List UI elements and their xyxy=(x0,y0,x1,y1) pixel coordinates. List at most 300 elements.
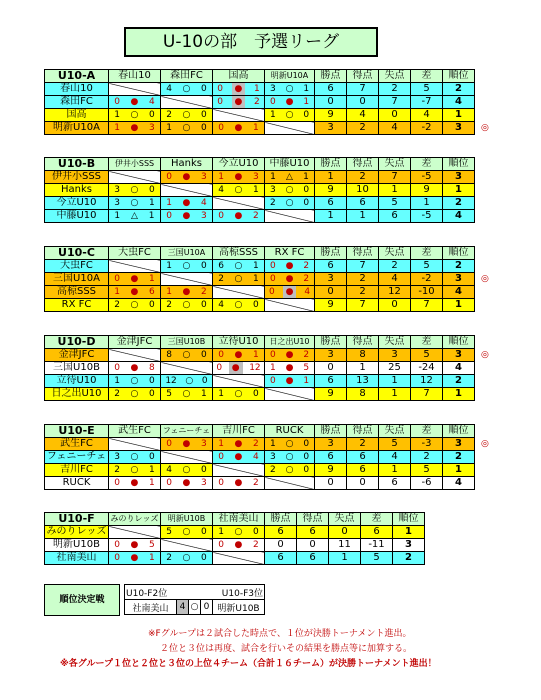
diagonal-cell xyxy=(109,260,161,273)
match-score-cell xyxy=(265,184,315,197)
score-for: 1 xyxy=(114,211,121,221)
result-mark: ○ xyxy=(185,376,194,386)
table-row xyxy=(45,260,475,273)
column-team-header: RUCK xyxy=(265,425,315,438)
team-name: 森田FC xyxy=(45,96,109,109)
team-name: 吉川FC xyxy=(45,464,109,477)
rank-value: 3 xyxy=(443,122,475,135)
deciding-left-team: 社南美山 xyxy=(125,600,177,615)
score-against: 0 xyxy=(252,389,259,399)
diagonal-cell xyxy=(213,286,265,299)
deciding-score-left: 4 xyxy=(177,600,189,615)
stat-value: 0 xyxy=(379,109,411,122)
stat-value: 6 xyxy=(361,526,393,539)
result-mark: ○ xyxy=(182,465,191,475)
diagonal-cell xyxy=(265,122,315,135)
stat-value: 8 xyxy=(347,388,379,401)
score-against: 1 xyxy=(252,185,259,195)
score-for: 2 xyxy=(166,553,172,563)
match-score-cell xyxy=(213,171,265,184)
rank-value: 2 xyxy=(443,197,475,210)
score-against: 3 xyxy=(200,211,207,221)
match-score-cell xyxy=(109,477,161,490)
result-mark: ● xyxy=(229,362,243,374)
score-against: 6 xyxy=(148,287,155,297)
column-stat-header: 勝点 xyxy=(315,247,347,260)
rank-value: 3 xyxy=(443,349,475,362)
result-mark: ○ xyxy=(182,527,191,537)
stat-value: 9 xyxy=(315,388,347,401)
stat-value: 10 xyxy=(347,184,379,197)
result-mark: ○ xyxy=(234,274,243,284)
diagonal-cell xyxy=(161,451,213,464)
score-for: 4 xyxy=(166,84,172,94)
result-mark: ● xyxy=(234,123,243,133)
stat-value: 1 xyxy=(347,362,379,375)
score-against: 1 xyxy=(303,172,309,182)
score-for: 2 xyxy=(269,465,276,475)
score-for: 1 xyxy=(166,123,172,133)
match-score-cell xyxy=(109,362,161,375)
score-for: 0 xyxy=(268,287,275,297)
score-against: 1 xyxy=(252,261,259,271)
score-for: 1 xyxy=(114,110,120,120)
result-mark: ● xyxy=(182,198,191,208)
score-for: 0 xyxy=(166,172,172,182)
match-score-cell xyxy=(161,349,213,362)
stat-value: 3 xyxy=(315,349,347,362)
column-team-header: 三国U10A xyxy=(161,247,213,260)
match-score-cell xyxy=(161,375,213,388)
score-for: 2 xyxy=(166,300,172,310)
table-row xyxy=(45,464,475,477)
result-mark: ● xyxy=(130,123,139,133)
team-name: RX FC xyxy=(45,299,109,312)
score-against: 0 xyxy=(200,261,207,271)
table-row xyxy=(45,171,475,184)
match-score-cell xyxy=(265,349,315,362)
stat-value: 6 xyxy=(265,526,297,539)
diagonal-cell xyxy=(109,83,161,96)
match-score-cell xyxy=(109,184,161,197)
stat-value: 7 xyxy=(347,260,379,273)
match-score-cell xyxy=(109,375,161,388)
page-title: U-10の部 予選リーグ xyxy=(124,27,378,57)
group-name: U10-A xyxy=(45,70,109,83)
column-team-header: 明新U10B xyxy=(161,513,213,526)
stat-value: 12 xyxy=(411,375,443,388)
score-for: 1 xyxy=(218,389,224,399)
stat-value: 0 xyxy=(315,477,347,490)
result-mark: ● xyxy=(182,287,191,297)
match-score-cell xyxy=(161,438,213,451)
stat-value: 2 xyxy=(347,286,379,299)
diagonal-cell xyxy=(213,109,265,122)
column-team-header: 日之出U10 xyxy=(265,336,315,349)
deciding-score-right: 0 xyxy=(201,600,213,615)
column-stat-header: 失点 xyxy=(379,336,411,349)
stat-value: -6 xyxy=(411,477,443,490)
stat-value: 6 xyxy=(297,526,329,539)
score-against: 0 xyxy=(200,84,207,94)
score-against: 0 xyxy=(148,110,155,120)
stat-value: 2 xyxy=(379,83,411,96)
team-name: 三国U10B xyxy=(45,362,109,375)
score-against: 0 xyxy=(303,110,310,120)
stat-value: 0 xyxy=(347,96,379,109)
match-score-cell xyxy=(109,109,161,122)
score-for: 1 xyxy=(114,287,120,297)
column-team-header: 高椋SSS xyxy=(213,247,265,260)
match-score-cell xyxy=(213,96,265,109)
result-mark: ● xyxy=(182,211,191,221)
column-stat-header: 順位 xyxy=(443,70,475,83)
rank-value: 3 xyxy=(393,539,425,552)
table-row xyxy=(45,273,475,286)
score-against: 1 xyxy=(148,478,155,488)
result-mark: ● xyxy=(182,172,191,182)
match-score-cell xyxy=(213,299,265,312)
score-against: 1 xyxy=(303,97,310,107)
advance-mark-icon: ◎ xyxy=(481,350,489,360)
stat-value: 4 xyxy=(411,109,443,122)
stat-value: 2 xyxy=(411,451,443,464)
result-mark: ● xyxy=(234,211,243,221)
stat-value: 1 xyxy=(315,171,347,184)
stat-value: 7 xyxy=(379,96,411,109)
score-against: 1 xyxy=(148,274,155,284)
score-for: 1 xyxy=(166,198,172,208)
stat-value: 4 xyxy=(379,122,411,135)
table-row xyxy=(45,109,475,122)
score-for: 3 xyxy=(114,185,120,195)
score-against: 1 xyxy=(148,553,155,563)
score-for: 3 xyxy=(269,84,276,94)
stat-value: 7 xyxy=(379,171,411,184)
match-score-cell xyxy=(109,210,161,223)
group-table-u10-e xyxy=(44,424,475,490)
rank-value: 3 xyxy=(443,438,475,451)
stat-value: -7 xyxy=(411,96,443,109)
column-stat-header: 勝点 xyxy=(265,513,297,526)
result-mark: ○ xyxy=(285,185,294,195)
score-against: 1 xyxy=(303,376,310,386)
stat-value: 7 xyxy=(347,299,379,312)
table-row xyxy=(45,477,475,490)
score-against: 0 xyxy=(200,110,207,120)
score-against: 2 xyxy=(200,287,207,297)
stat-value: 1 xyxy=(379,464,411,477)
table-row xyxy=(45,388,475,401)
score-against: 1 xyxy=(252,274,259,284)
match-score-cell xyxy=(161,552,213,565)
stat-value: 2 xyxy=(347,171,379,184)
column-team-header: 武生FC xyxy=(109,425,161,438)
result-mark: ○ xyxy=(234,261,243,271)
match-score-cell xyxy=(213,362,265,375)
stat-value: 11 xyxy=(329,539,361,552)
column-team-header: 吉川FC xyxy=(213,425,265,438)
stat-value: 0 xyxy=(297,539,329,552)
result-mark: ● xyxy=(234,540,243,550)
score-against: 12 xyxy=(249,363,261,373)
score-for: 0 xyxy=(166,439,172,449)
table-row xyxy=(45,83,475,96)
table-row xyxy=(45,362,475,375)
score-for: 1 xyxy=(166,261,172,271)
rank-value: 1 xyxy=(443,184,475,197)
score-against: 2 xyxy=(252,439,259,449)
score-against: 2 xyxy=(252,478,259,488)
diagonal-cell xyxy=(265,477,315,490)
score-against: 0 xyxy=(200,553,207,563)
stat-value: 2 xyxy=(347,122,379,135)
column-stat-header: 差 xyxy=(411,158,443,171)
rank-value: 1 xyxy=(443,109,475,122)
result-mark: ● xyxy=(130,553,139,563)
team-name: 国高 xyxy=(45,109,109,122)
stat-value: 6 xyxy=(265,552,297,565)
table-row xyxy=(45,210,475,223)
stat-value: -10 xyxy=(411,286,443,299)
rank-value: 3 xyxy=(443,273,475,286)
result-mark: ○ xyxy=(130,110,139,120)
match-score-cell xyxy=(109,197,161,210)
column-team-header: 明新U10A xyxy=(265,70,315,83)
stat-value: 5 xyxy=(411,464,443,477)
diagonal-cell xyxy=(213,464,265,477)
match-score-cell xyxy=(213,526,265,539)
table-row xyxy=(45,197,475,210)
stat-value: 6 xyxy=(315,375,347,388)
match-score-cell xyxy=(213,83,265,96)
match-score-cell xyxy=(161,286,213,299)
team-name: 明新U10B xyxy=(45,539,109,552)
column-stat-header: 勝点 xyxy=(315,336,347,349)
result-mark: ○ xyxy=(285,465,294,475)
note-line-1: ※Fグループは２試合した時点で、１位が決勝トーナメント進出。 xyxy=(148,629,412,639)
result-mark: ● xyxy=(285,274,294,284)
match-score-cell xyxy=(161,122,213,135)
table-row xyxy=(45,438,475,451)
result-mark: ○ xyxy=(285,439,294,449)
table-row xyxy=(45,122,475,135)
team-name: 武生FC xyxy=(45,438,109,451)
score-for: 2 xyxy=(114,389,120,399)
result-mark: △ xyxy=(131,211,138,221)
advance-mark-icon: ◎ xyxy=(481,439,489,449)
stat-value: -11 xyxy=(361,539,393,552)
column-team-header: 社南美山 xyxy=(213,513,265,526)
match-score-cell xyxy=(109,464,161,477)
score-against: 1 xyxy=(148,198,155,208)
result-mark: ● xyxy=(234,452,243,462)
stat-value: 1 xyxy=(379,375,411,388)
score-for: 0 xyxy=(166,478,172,488)
score-against: 0 xyxy=(200,527,207,537)
diagonal-cell xyxy=(161,539,213,552)
team-name: みのりレッズ xyxy=(45,526,109,539)
diagonal-cell xyxy=(213,197,265,210)
score-for: 0 xyxy=(114,274,120,284)
team-name: 明新U10A xyxy=(45,122,109,135)
score-against: 3 xyxy=(200,439,207,449)
match-score-cell xyxy=(213,438,265,451)
diagonal-cell xyxy=(161,273,213,286)
stat-value: 9 xyxy=(315,184,347,197)
score-against: 0 xyxy=(200,350,207,360)
deciding-right-team: 明新U10B xyxy=(213,600,265,615)
score-against: 2 xyxy=(303,274,310,284)
column-team-header: 金津JFC xyxy=(109,336,161,349)
column-stat-header: 勝点 xyxy=(315,70,347,83)
result-mark: ○ xyxy=(285,452,294,462)
rank-value: 4 xyxy=(443,362,475,375)
result-mark: ○ xyxy=(182,389,191,399)
stat-value: 6 xyxy=(347,197,379,210)
score-for: 4 xyxy=(166,465,172,475)
score-for: 0 xyxy=(269,261,276,271)
stat-value: 5 xyxy=(411,83,443,96)
stat-value: 2 xyxy=(347,438,379,451)
stat-value: 5 xyxy=(411,349,443,362)
score-against: 1 xyxy=(252,123,259,133)
advance-mark-icon: ◎ xyxy=(481,274,489,284)
group-table-u10-a xyxy=(44,69,475,135)
score-for: 5 xyxy=(166,389,172,399)
stat-value: 0 xyxy=(315,96,347,109)
match-score-cell xyxy=(265,83,315,96)
result-mark: ○ xyxy=(285,84,294,94)
stat-value: 1 xyxy=(329,552,361,565)
score-against: 5 xyxy=(148,540,155,550)
column-team-header: 立待U10 xyxy=(213,336,265,349)
stat-value: 1 xyxy=(347,210,379,223)
team-name: RUCK xyxy=(45,477,109,490)
note-line-3: ※各グループ１位と２位と３位の上位４チーム（合計１６チーム）が決勝トーナメント進出！ xyxy=(60,659,437,669)
rank-value: 2 xyxy=(443,83,475,96)
score-against: 0 xyxy=(200,300,207,310)
score-for: 3 xyxy=(269,452,276,462)
diagonal-cell xyxy=(161,362,213,375)
match-score-cell xyxy=(213,210,265,223)
match-score-cell xyxy=(265,362,315,375)
score-for: 1 xyxy=(218,439,224,449)
match-score-cell xyxy=(161,464,213,477)
match-score-cell xyxy=(109,96,161,109)
score-against: 4 xyxy=(148,97,155,107)
column-team-header: 三国U10B xyxy=(161,336,213,349)
score-for: 5 xyxy=(166,527,172,537)
score-for: 2 xyxy=(166,110,172,120)
diagonal-cell xyxy=(109,349,161,362)
table-row xyxy=(45,451,475,464)
result-mark: ○ xyxy=(130,198,139,208)
stat-value: -3 xyxy=(411,438,443,451)
result-mark: ○ xyxy=(130,465,139,475)
score-against: 8 xyxy=(148,363,155,373)
team-name: 高椋SSS xyxy=(45,286,109,299)
score-for: 1 xyxy=(166,287,172,297)
team-name: 伊井小SSS xyxy=(45,171,109,184)
score-against: 0 xyxy=(252,527,259,537)
deciding-left-head: U10-F2位 xyxy=(125,585,201,600)
table-row xyxy=(45,375,475,388)
result-mark: ● xyxy=(285,350,294,360)
result-mark: ● xyxy=(285,97,294,107)
stat-value: 4 xyxy=(347,109,379,122)
column-stat-header: 失点 xyxy=(329,513,361,526)
group-name: U10-F xyxy=(45,513,109,526)
column-team-header: Hanks xyxy=(161,158,213,171)
result-mark: ● xyxy=(182,478,191,488)
rank-value: 3 xyxy=(443,171,475,184)
stat-value: 25 xyxy=(379,362,411,375)
match-score-cell xyxy=(213,184,265,197)
score-for: 3 xyxy=(114,198,120,208)
result-mark: ● xyxy=(234,478,243,488)
result-mark: ● xyxy=(130,287,139,297)
diagonal-cell xyxy=(213,552,265,565)
score-for: 2 xyxy=(218,274,224,284)
stat-value: 9 xyxy=(315,299,347,312)
score-against: 4 xyxy=(304,287,311,297)
result-mark: ● xyxy=(234,172,243,182)
score-for: 2 xyxy=(114,465,120,475)
column-stat-header: 差 xyxy=(411,425,443,438)
score-for: 1 xyxy=(269,363,276,373)
stat-value: 9 xyxy=(315,109,347,122)
stat-value: 12 xyxy=(379,286,411,299)
column-stat-header: 順位 xyxy=(443,425,475,438)
score-for: 1 xyxy=(114,123,120,133)
result-mark: ● xyxy=(285,363,294,373)
group-table-u10-c xyxy=(44,246,475,312)
match-score-cell xyxy=(161,210,213,223)
result-mark: ○ xyxy=(234,185,243,195)
result-mark: ● xyxy=(130,274,139,284)
stat-value: 9 xyxy=(411,184,443,197)
score-for: 0 xyxy=(216,363,223,373)
score-against: 2 xyxy=(253,97,260,107)
team-name: 三国U10A xyxy=(45,273,109,286)
score-against: 0 xyxy=(148,376,155,386)
match-score-cell xyxy=(265,375,315,388)
stat-value: 13 xyxy=(347,375,379,388)
group-table-u10-d xyxy=(44,335,475,401)
stat-value: -5 xyxy=(411,171,443,184)
diagonal-cell xyxy=(161,96,213,109)
score-against: 3 xyxy=(200,478,207,488)
stat-value: 5 xyxy=(379,438,411,451)
match-score-cell xyxy=(265,96,315,109)
diagonal-cell xyxy=(265,388,315,401)
result-mark: ● xyxy=(285,261,294,271)
result-mark: ○ xyxy=(130,452,139,462)
stat-value: 7 xyxy=(411,299,443,312)
rank-value: 1 xyxy=(443,388,475,401)
score-against: 1 xyxy=(200,389,207,399)
match-score-cell xyxy=(213,388,265,401)
result-mark: ○ xyxy=(285,110,294,120)
score-for: 1 xyxy=(218,172,224,182)
deciding-match-label: 順位決定戦 xyxy=(44,584,120,616)
column-stat-header: 得点 xyxy=(347,336,379,349)
score-against: 0 xyxy=(200,465,207,475)
score-against: 0 xyxy=(303,185,310,195)
stat-value: 0 xyxy=(347,477,379,490)
match-score-cell xyxy=(161,477,213,490)
